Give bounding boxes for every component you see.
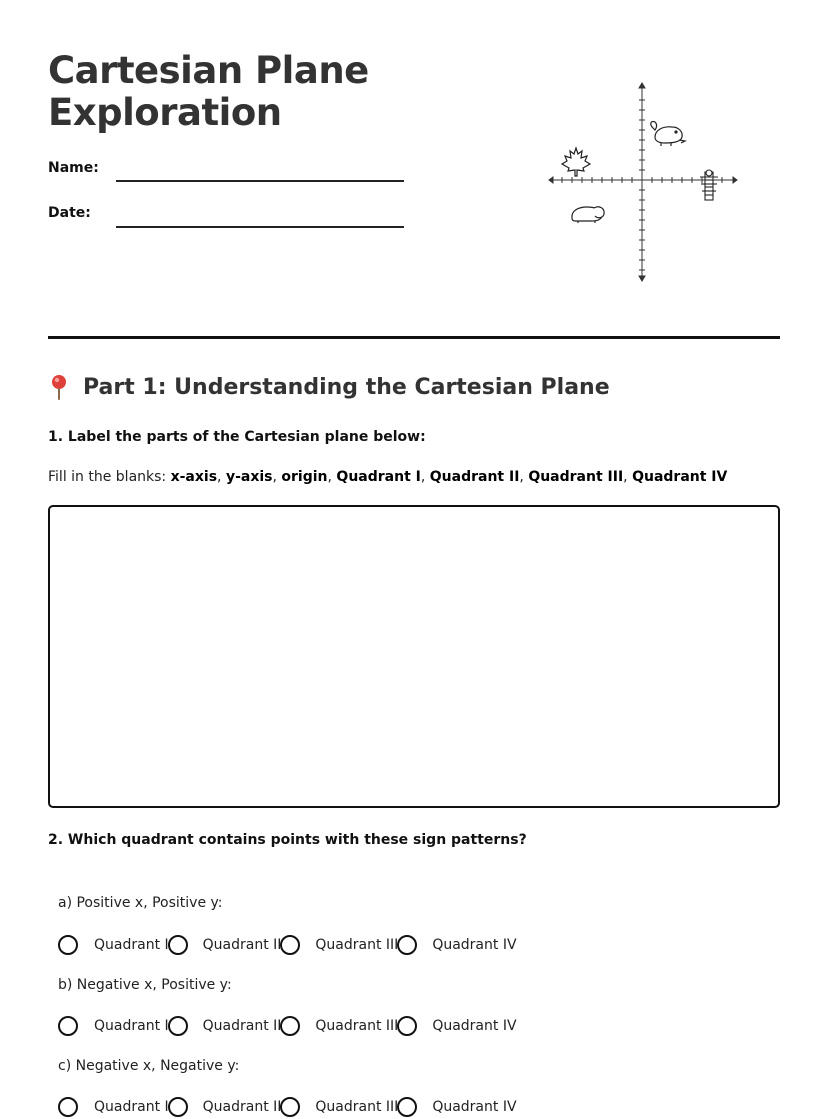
term-origin: origin <box>281 469 328 485</box>
title-line-1: Cartesian Plane <box>48 49 369 92</box>
term-quadrant-iv: Quadrant IV <box>632 469 728 485</box>
option-label: Quadrant II <box>202 937 282 953</box>
radio-button[interactable] <box>280 1097 300 1117</box>
term-x-axis: x-axis <box>170 469 218 485</box>
part1-heading-text: Part 1: Understanding the Cartesian Plane <box>83 374 610 400</box>
bison-icon <box>572 207 604 223</box>
question-2a-label: a) Positive x, Positive y: <box>58 895 223 911</box>
option-label: Quadrant II <box>202 1018 282 1034</box>
term-quadrant-ii: Quadrant II <box>429 469 520 485</box>
labeling-area[interactable] <box>48 505 780 808</box>
question-2b-label: b) Negative x, Positive y: <box>58 977 232 993</box>
part1-heading <box>48 374 610 400</box>
option-label: Quadrant III <box>315 1018 399 1034</box>
radio-button[interactable] <box>58 1097 78 1117</box>
option-label: Quadrant III <box>315 937 399 953</box>
maple-leaf-icon <box>562 148 590 176</box>
name-label: Name: <box>48 160 99 176</box>
question-2a-options <box>58 933 516 957</box>
x-axis-arrow-left <box>549 177 553 183</box>
option-quadrant-ii[interactable] <box>168 1016 281 1036</box>
option-label: Quadrant I <box>94 1018 169 1034</box>
term-separator: , <box>217 469 226 485</box>
y-axis-arrow-down <box>639 276 645 281</box>
pin-icon <box>48 374 70 400</box>
option-quadrant-iii[interactable] <box>280 1016 397 1036</box>
term-quadrant-iii: Quadrant III <box>528 469 624 485</box>
date-field[interactable] <box>116 226 404 228</box>
option-quadrant-i[interactable] <box>58 1016 168 1036</box>
term-separator: , <box>519 469 529 485</box>
beaver-icon <box>651 121 685 146</box>
y-axis-arrow-up <box>639 83 645 88</box>
option-label: Quadrant I <box>94 937 169 953</box>
question-2-prompt: 2. Which quadrant contains points with these sign patterns? <box>48 832 527 848</box>
term-separator: , <box>623 469 633 485</box>
radio-button[interactable] <box>168 1016 188 1036</box>
radio-button[interactable] <box>58 935 78 955</box>
term-separator: , <box>420 469 430 485</box>
date-label: Date: <box>48 205 91 221</box>
question-2c-options <box>58 1095 516 1119</box>
term-y-axis: y-axis <box>225 469 273 485</box>
option-quadrant-ii[interactable] <box>168 1097 281 1117</box>
fill-prefix: Fill in the blanks: <box>48 469 167 485</box>
worksheet-title <box>48 50 369 134</box>
option-label: Quadrant IV <box>432 1018 517 1034</box>
fill-in-terms <box>48 469 727 485</box>
option-label: Quadrant I <box>94 1099 169 1115</box>
radio-button[interactable] <box>397 1097 417 1117</box>
name-field[interactable] <box>116 180 404 182</box>
cartesian-plane-illustration <box>545 80 745 285</box>
radio-button[interactable] <box>397 1016 417 1036</box>
option-label: Quadrant IV <box>432 1099 517 1115</box>
option-quadrant-iii[interactable] <box>280 1097 397 1117</box>
option-quadrant-iii[interactable] <box>280 935 397 955</box>
option-label: Quadrant IV <box>432 937 517 953</box>
radio-button[interactable] <box>280 1016 300 1036</box>
option-quadrant-i[interactable] <box>58 935 168 955</box>
radio-button[interactable] <box>280 935 300 955</box>
term-separator: , <box>327 469 337 485</box>
option-quadrant-ii[interactable] <box>168 935 281 955</box>
option-label: Quadrant II <box>202 1099 282 1115</box>
x-axis-arrow-right <box>733 177 737 183</box>
totem-pole-icon <box>700 170 718 200</box>
question-2c-label: c) Negative x, Negative y: <box>58 1058 240 1074</box>
option-quadrant-i[interactable] <box>58 1097 168 1117</box>
radio-button[interactable] <box>58 1016 78 1036</box>
radio-button[interactable] <box>397 935 417 955</box>
header-divider <box>48 336 780 339</box>
title-line-2: Exploration <box>48 91 282 134</box>
question-2b-options <box>58 1014 516 1038</box>
term-separator: , <box>272 469 282 485</box>
option-quadrant-iv[interactable] <box>397 935 515 955</box>
option-quadrant-iv[interactable] <box>397 1097 515 1117</box>
radio-button[interactable] <box>168 1097 188 1117</box>
radio-button[interactable] <box>168 935 188 955</box>
option-quadrant-iv[interactable] <box>397 1016 515 1036</box>
option-label: Quadrant III <box>315 1099 399 1115</box>
term-quadrant-i: Quadrant I <box>336 469 421 485</box>
question-1-prompt: 1. Label the parts of the Cartesian plane below: <box>48 429 426 445</box>
